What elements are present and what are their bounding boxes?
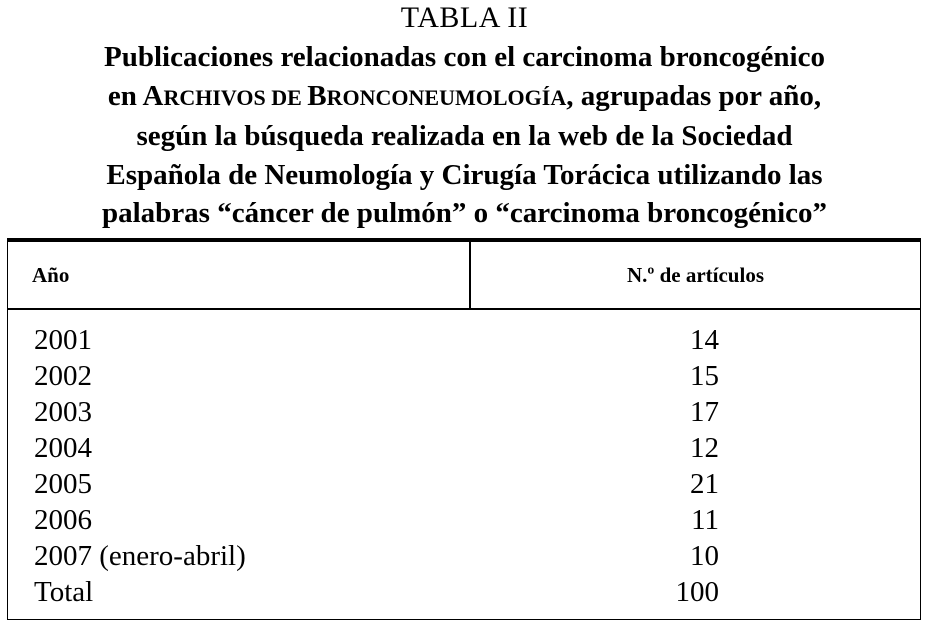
cell-total-label: Total: [34, 576, 94, 608]
caption-line-1: Publicaciones relacionadas con el carcinoma broncogénico: [104, 41, 825, 73]
table-caption: [0, 38, 929, 233]
cell-count: 14: [690, 324, 719, 356]
caption-line-3: según la búsqueda realizada en la web de la Sociedad: [136, 120, 793, 152]
cell-count: 11: [691, 504, 719, 536]
cell-year: 2007 (enero-abril): [34, 540, 246, 572]
caption-line-2-start: en: [107, 79, 143, 112]
caption-line-2: [0, 77, 929, 118]
cell-year: 2004: [34, 432, 92, 464]
table-row: [8, 538, 920, 574]
journal-name-part: A: [142, 79, 164, 112]
cell-year: 2005: [34, 468, 92, 500]
table-row: [8, 466, 920, 502]
table-row: [8, 430, 920, 466]
cell-count: 17: [690, 396, 719, 428]
cell-year: 2002: [34, 360, 92, 392]
cell-count: 21: [690, 468, 719, 500]
cell-count: 10: [690, 540, 719, 572]
journal-name: [143, 80, 567, 112]
table-row: [8, 322, 920, 358]
data-table: [7, 238, 921, 620]
caption-line-2-end: , agrupadas por año,: [566, 79, 822, 112]
caption-line-4: Española de Neumología y Cirugía Torácica utilizando las: [106, 158, 823, 191]
cell-year: 2003: [34, 396, 92, 428]
header-year: Año: [32, 263, 70, 287]
table-row: [8, 394, 920, 430]
table-row: [8, 502, 920, 538]
cell-year: 2001: [34, 324, 92, 356]
table-label: TABLA II: [400, 1, 529, 34]
table-header-row: [8, 242, 920, 308]
cell-total-count: 100: [675, 576, 719, 608]
header-article-count: N.º de artículos: [626, 263, 764, 287]
journal-name-part: RONCONEUMOLOGÍA: [326, 84, 567, 110]
cell-year: 2006: [34, 504, 92, 536]
cell-count: 15: [690, 360, 719, 392]
cell-count: 12: [690, 432, 719, 464]
journal-name-part: B: [307, 79, 327, 112]
journal-name-part: RCHIVOS DE: [163, 84, 308, 110]
table-row: [8, 358, 920, 394]
table-body: [8, 322, 920, 610]
header-bottom-rule: [8, 308, 920, 310]
caption-line-5: palabras “cáncer de pulmón” o “carcinoma broncogénico”: [102, 197, 827, 229]
table-row-total: [8, 574, 920, 610]
